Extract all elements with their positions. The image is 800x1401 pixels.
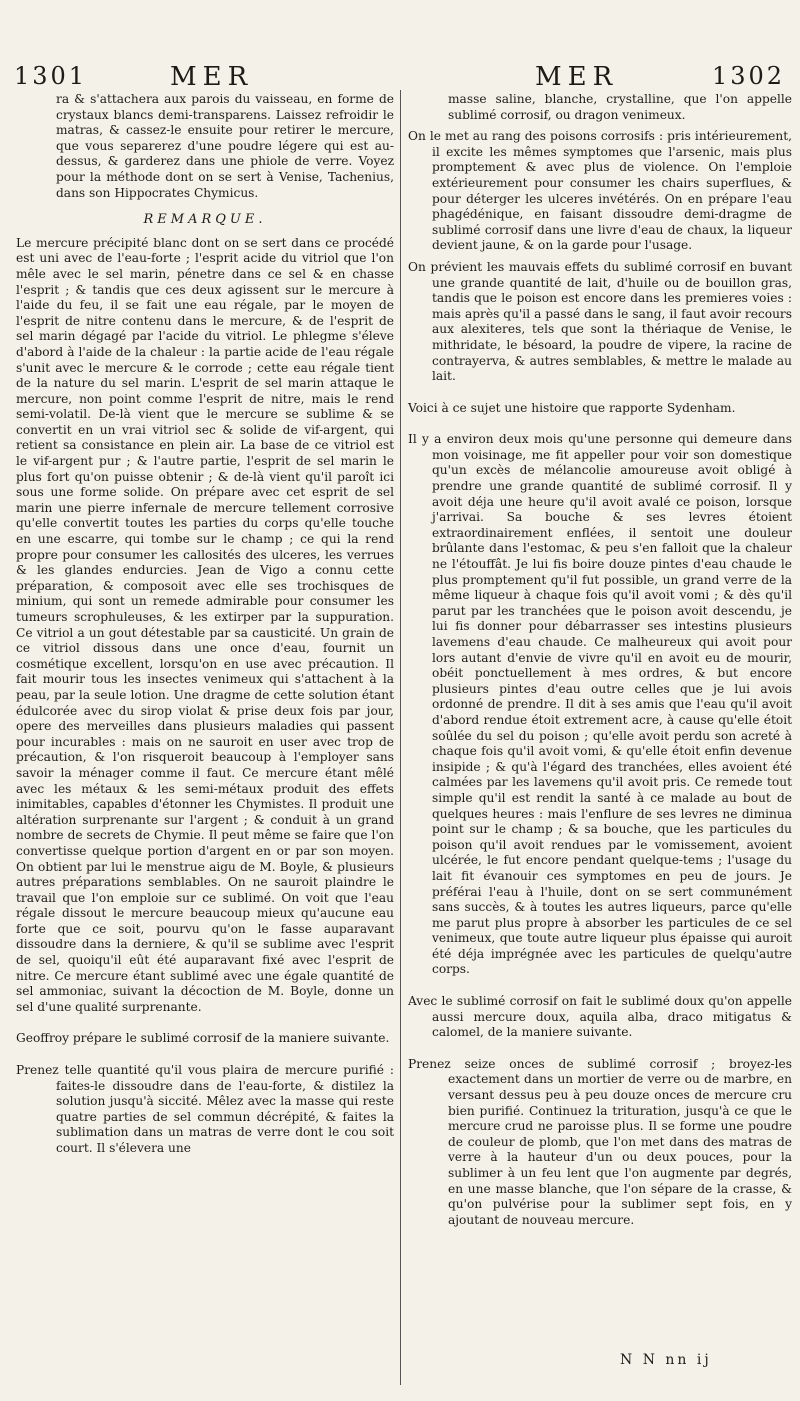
paragraph-geoffroy: Geoffroy prépare le sublimé corrosif de la maniere suivante. xyxy=(16,1031,390,1046)
paragraph-sublime-doux: Avec le sublimé corrosif on fait le sublimé doux qu'on appelle aussi mercure doux, aquila alba, draco mitigatus & calomel, de la maniere suivante. xyxy=(408,994,792,1040)
page-number-left: 1301 xyxy=(14,62,88,90)
running-title-left: MER xyxy=(170,62,254,92)
paragraph-prenez-seize: Prenez seize onces de sublimé corrosif ; broyez-les exactement dans un mortier de verre ou de marbre, en versant dessus peu à peu douze onces de mercure cru bien purifié. Continuez la trituration, jusqu'à ce que le mercure crud ne paroisse plus. Il se forme une poudre de couleur de plomb, que l'on met dans des matras de verre à la hauteur d'un ou deux pouces, pour la sublimer à un feu lent que l'on augmente par degrés, en une masse blanche, que l'on sépare de la crasse, & qu'on pulvérise pour la sublimer sept fois, en y ajoutant de nouveau mercure. xyxy=(408,1056,792,1227)
paragraph-continuation: ra & s'attachera aux parois du vaisseau, en forme de crystaux blancs demi-transparens. Laissez refroidir le matras, & cassez-le ensuite pour retirer le mercure, que vous separerez d'une poudre légere qui est au-dessus, & garderez dans une phiole de verre. Voyez pour la méthode dont on se sert à Venise, Tachenius, dans son Hippocrates Chymicus. xyxy=(56,92,394,200)
paragraph-sydenham-intro: Voici à ce sujet une histoire que rapporte Sydenham. xyxy=(408,400,736,415)
signature-mark: N N nn ij xyxy=(620,1352,712,1368)
page-number-right: 1302 xyxy=(712,62,786,90)
paragraph-prevention: On prévient les mauvais effets du sublimé corrosif en buvant une grande quantité de lait, d'huile ou de bouillon gras, tandis que le poison est encore dans les premieres voies : mais après qu'il a passé dans le sang, il faut avoir recours aux alexiteres, tels que sont la thériaque de Venise, le mithridate, le bésoard, la poudre de vipere, la racine de contrayerva, & autres semblables, & mettre le malade au lait. xyxy=(408,259,792,384)
section-heading-remarque: REMARQUE. xyxy=(143,212,267,228)
paragraph-continuation: masse saline, blanche, crystalline, que l'on appelle sublimé corrosif, ou dragon venimeux. xyxy=(448,92,792,122)
paragraph-prenez: Prenez telle quantité qu'il vous plaira de mercure purifié : faites-le dissoudre dans de l'eau-forte, & distilez la solution jusqu'à siccité. Mêlez avec la masse qui reste quatre parties de sel commun décrépité, & faites la sublimation dans un matras de verre dont le cou soit court. Il s'élevera une xyxy=(16,1063,394,1155)
running-title-right: MER xyxy=(535,62,619,92)
column-divider xyxy=(400,90,401,1385)
paragraph-remarque: Le mercure précipité blanc dont on se sert dans ce procédé est uni avec de l'eau-forte ; l'esprit acide du vitriol que l'on mêle avec le sel marin, pénetre dans ce sel & en chasse l'esprit ; & tandis que ces deux agissent sur le mercure à l'aide du feu, il se fait une eau régale, par le moyen de l'esprit de nitre contenu dans le mercure, & de l'esprit de sel marin dégagé par l'acide du vitriol. Le phlegme s'éleve d'abord à l'aide de la chaleur : la partie acide de l'eau régale s'unit avec le mercure & le corrode ; cette eau régale tient de la nature du sel marin. L'esprit de sel marin attaque le mercure, non point comme l'esprit de nitre, mais le rend semi-volatil. De-là vient que le mercure se sublime & se convertit en un vrai vitriol sec & solide de vif-argent, qui retient sa consistance en plein air. La base de ce vitriol est le vif-argent pur ; & l'autre partie, l'esprit de sel marin le plus fort qu'on puisse obtenir ; & de-là vient qu'il paroît ici sous une forme solide. On prépare avec cet esprit de sel marin une pierre infernale de mercure tellement corrosive qu'elle convertit toutes les parties du corps qu'elle touche en une escarre, qui tombe sur le champ ; ce qui la rend propre pour consumer les callosités des ulceres, les verrues & les glandes endurcies. Jean de Vigo a connu cette préparation, & composoit avec elle ses trochisques de minium, qui sont un remede admirable pour consumer les tumeurs scrophuleuses, & les extirper par la suppuration. Ce vitriol a un gout détestable par sa causticité. Un grain de ce vitriol dissous dans une once d'eau, fournit un cosmétique excellent, lorsqu'on en use avec précaution. Il fait mourir tous les insectes venimeux qui s'attachent à la peau, par la seule lotion. Une dragme de cette solution étant édulcorée avec du sirop violat & prise deux fois par jour, opere des merveilles dans plusieurs maladies qui passent pour incurables : mais on ne sauroit en user avec trop de précaution, & l'on risqueroit beaucoup à l'employer sans savoir la ménager comme il faut. Ce mercure étant mêlé avec les métaux & les semi-métaux produit des effets inimitables, capables d'étonner les Chymistes. Il produit une altération surprenante sur l'argent ; & conduit à un grand nombre de secrets de Chymie. Il peut même se faire que l'on convertisse quelque portion d'argent en or par son moyen. On obtient par lui le menstrue aigu de M. Boyle, & plusieurs autres préparations semblables. On ne sauroit plaindre le travail que l'on emploie sur ce sublimé. On voit que l'eau régale dissout le mercure beaucoup mieux qu'aucune eau forte que ce soit, pourvu qu'on le fasse auparavant dissoudre dans la derniere, & qu'il se sublime avec l'esprit de sel, quoiqu'il eût été auparavant fixé avec l'esprit de nitre. Ce mercure étant sublimé avec une égale quantité de sel ammoniac, suivant la décoction de M. Boyle, donne un sel d'une qualité surprenante. xyxy=(16,235,394,1014)
paragraph-poisons: On le met au rang des poisons corrosifs : pris intérieurement, il excite les mêmes symptomes que l'arsenic, mais plus promptement & avec plus de violence. On l'emploie extérieurement pour consumer les chairs superflues, & pour déterger les ulceres invétérés. On en prépare l'eau phagédénique, en faisant dissoudre demi-dragme de sublimé corrosif dans une livre d'eau de chaux, la liqueur devient jaune, & on la garde pour l'usage. xyxy=(408,129,792,253)
left-column xyxy=(16,92,394,1157)
right-column xyxy=(408,92,792,1228)
paragraph-sydenham-story: Il y a environ deux mois qu'une personne qui demeure dans mon voisinage, me fit appeller pour voir son domestique qu'un excès de mélancolie amoureuse avoit obligé à prendre une grande quantité de sublimé corrosif. Il y avoit déja une heure qu'il avoit avalé ce poison, lorsque j'arrivai. Sa bouche & ses levres étoient extraordinairement enflées, il sentoit une douleur brûlante dans l'estomac, & peu s'en falloit que la chaleur ne l'étouffât. Je lui fis boire douze pintes d'eau chaude le plus promptement qu'il fut possible, un grand verre de la même liqueur à chaque fois qu'il avoit vomi ; & dès qu'il parut par les tranchées que le poison avoit descendu, je lui fis donner pour débarrasser ses intestins plusieurs lavemens d'eau chaude. Ce malheureux qui avoit pour lors autant d'envie de vivre qu'il en avoit eu de mourir, obéit ponctuellement à mes ordres, & but encore plusieurs pintes d'eau outre celles que je lui avois ordonné de prendre. Il dit à ses amis que l'eau qu'il avoit d'abord rendue étoit extrement acre, à cause qu'elle étoit soûlée du sel du poison ; qu'elle avoit perdu son acreté à chaque fois qu'il avoit vomi, & qu'elle étoit enfin devenue insipide ; & qu'à l'égard des tranchées, elles avoient été calmées par les lavemens qu'il avoit pris. Ce remede tout simple qu'il est rendit la santé à ce malade au bout de quelques heures : mais l'enflure de ses levres ne diminua point sur le champ ; & sa bouche, que les particules du poison qu'il avoit rendues par le vomissement, avoient ulcérée, le fut encore pendant quelque-tems ; l'usage du lait fit évanouir ces symptomes en peu de jours. Je préférai l'eau à l'huile, dont on se sert communément sans succès, & à toutes les autres liqueurs, parce qu'elle me parut plus propre à absorber les particules de ce sel venimeux, que toute autre liqueur plus épaisse qui auroit été déja imprégnée avec les particules de quelqu'autre corps. xyxy=(408,432,792,977)
